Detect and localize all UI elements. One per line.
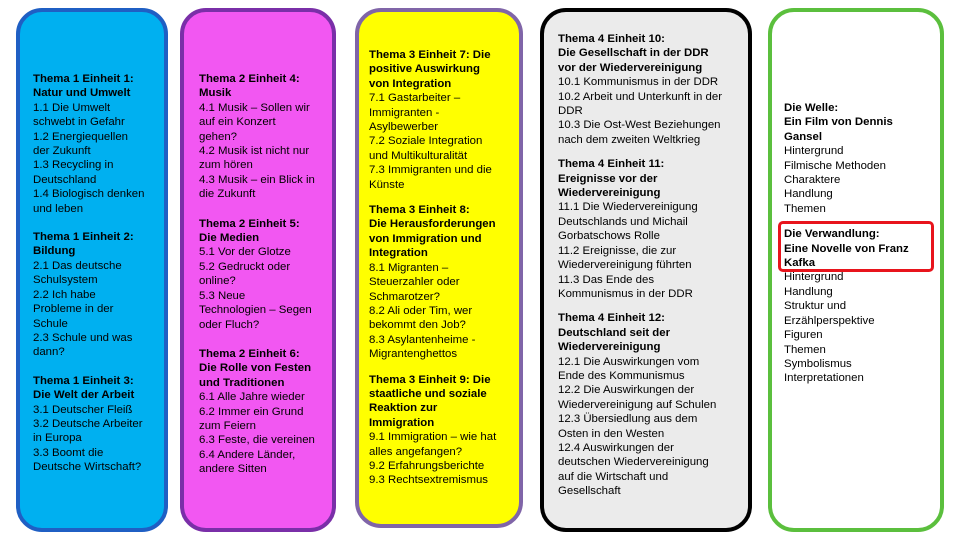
unit-items: [784, 144, 932, 216]
unit-item-line: 9.3 Rechtsextremismus: [369, 474, 489, 487]
unit-heading-line: Thema 2 Einheit 5:: [199, 217, 300, 230]
unit-block: [369, 373, 509, 488]
column-content: [199, 72, 329, 492]
unit-item-line: Deutsche Wirtschaft?: [33, 461, 142, 474]
unit-item-line: Wiedervereinigung führten: [558, 259, 692, 272]
unit-block: [558, 32, 740, 147]
unit-heading-line: Thema 2 Einheit 4:: [199, 73, 300, 85]
unit-item-line: 6.2 Immer ein Grund: [199, 405, 304, 418]
column-content: [369, 48, 509, 499]
unit-heading-line: vor der Wiedervereinigung: [558, 61, 703, 74]
unit-item-line: 7.3 Immigranten und die: [369, 164, 492, 177]
unit-item-line: zum hören: [199, 159, 253, 172]
unit-heading-line: Deutschland seit der: [558, 326, 671, 339]
unit-item-line: die Zukunft: [199, 188, 256, 201]
unit-items: [199, 101, 329, 202]
unit-item-line: Schmarotzer?: [369, 290, 440, 303]
unit-item-line: und Multikulturalität: [369, 149, 468, 162]
unit-block: [369, 48, 509, 192]
highlight-box: [778, 221, 934, 272]
unit-item-line: online?: [199, 275, 236, 288]
unit-item-line: Osten in den Westen: [558, 427, 665, 440]
unit-item-line: 7.2 Soziale Integration: [369, 135, 483, 148]
unit-item-line: Immigranten -: [369, 106, 440, 119]
unit-block: [33, 374, 157, 475]
unit-item-line: gehen?: [199, 130, 238, 143]
unit-item-line: Wiedervereinigung auf Schulen: [558, 398, 717, 411]
unit-heading-line: Wiedervereinigung: [558, 341, 661, 354]
unit-block: [784, 101, 932, 216]
unit-heading-line: Die Welt der Arbeit: [33, 389, 135, 402]
unit-item-line: 5.1 Vor der Glotze: [199, 246, 291, 259]
unit-items: [369, 261, 509, 362]
unit-heading-line: Integration: [369, 247, 428, 260]
unit-item-line: Probleme in der: [33, 303, 114, 316]
unit-heading-line: Bildung: [33, 245, 76, 258]
unit-heading-line: Die Rolle von Festen: [199, 362, 312, 375]
unit-heading-line: Die Medien: [199, 232, 260, 245]
unit-item-line: 10.3 Die Ost-West Beziehungen: [558, 119, 721, 132]
unit-item-line: 3.1 Deutscher Fleiß: [33, 403, 133, 416]
unit-item-line: 12.1 Die Auswirkungen vom: [558, 355, 700, 368]
unit-item-line: 1.1 Die Umwelt: [33, 101, 111, 114]
unit-item-line: 4.3 Musik – ein Blick in: [199, 173, 315, 186]
unit-item-line: Schule: [33, 317, 68, 330]
unit-heading-line: Thema 2 Einheit 6:: [199, 347, 300, 360]
unit-item-line: der Zukunft: [33, 145, 91, 158]
unit-item-line: Handlung: [784, 285, 833, 298]
unit-heading-line: Die Herausforderungen: [369, 218, 496, 231]
unit-heading-line: positive Auswirkung: [369, 63, 480, 76]
unit-heading-line: Thema 3 Einheit 7: Die: [369, 49, 491, 61]
unit-item-line: 8.1 Migranten –: [369, 261, 449, 274]
unit-heading-line: Thema 3 Einheit 8:: [369, 204, 470, 217]
unit-item-line: Gorbatschows Rolle: [558, 230, 660, 243]
unit-item-line: 2.1 Das deutsche: [33, 259, 122, 272]
unit-heading-line: von Integration: [369, 77, 452, 90]
unit-item-line: bekommt den Job?: [369, 319, 466, 332]
unit-block: [369, 203, 509, 361]
unit-item-line: 5.3 Neue: [199, 289, 246, 302]
unit-block: [33, 230, 157, 360]
unit-heading-line: und Traditionen: [199, 376, 285, 389]
unit-item-line: Figuren: [784, 329, 823, 342]
unit-item-line: Themen: [784, 343, 826, 356]
column-theme-3: [355, 8, 523, 528]
unit-items: [558, 355, 740, 499]
unit-item-line: 9.2 Erfahrungsberichte: [369, 459, 485, 472]
unit-item-line: Themen: [784, 202, 826, 215]
unit-item-line: Ende des Kommunismus: [558, 369, 685, 382]
unit-item-line: 11.1 Die Wiedervereinigung: [558, 201, 698, 214]
unit-item-line: Gesellschaft: [558, 485, 621, 498]
unit-items: [558, 75, 740, 147]
unit-heading-line: Reaktion zur: [369, 402, 438, 415]
unit-item-line: oder Fluch?: [199, 318, 260, 331]
unit-item-line: 3.2 Deutsche Arbeiter: [33, 417, 143, 430]
unit-item-line: Deutschland: [33, 173, 97, 186]
unit-item-line: Charaktere: [784, 174, 841, 187]
unit-block: [558, 157, 740, 301]
unit-item-line: 1.4 Biologisch denken: [33, 188, 145, 201]
unit-heading-line: Thema 4 Einheit 11:: [558, 158, 665, 171]
unit-item-line: Handlung: [784, 188, 833, 201]
unit-block: [33, 72, 157, 216]
unit-item-line: Hintergrund: [784, 145, 844, 158]
unit-item-line: 8.3 Asylantenheime -: [369, 333, 476, 346]
unit-item-line: Kommunismus in der DDR: [558, 287, 693, 300]
column-content: [33, 72, 157, 489]
unit-item-line: 5.2 Gedruckt oder: [199, 260, 291, 273]
unit-heading-line: Die Welle:: [784, 102, 839, 114]
unit-items: [558, 200, 740, 301]
unit-item-line: Hintergrund: [784, 271, 844, 284]
column-theme-1: [16, 8, 168, 532]
unit-heading-line: Ein Film von Dennis: [784, 116, 893, 129]
unit-heading-line: Gansel: [784, 130, 822, 143]
column-theme-4: [540, 8, 752, 532]
unit-block: [199, 347, 329, 477]
unit-item-line: Struktur und: [784, 300, 847, 313]
unit-item-line: schwebt in Gefahr: [33, 116, 125, 129]
unit-item-line: und leben: [33, 202, 84, 215]
unit-heading-line: Eine Novelle von Franz: [784, 242, 909, 255]
unit-items: [199, 245, 329, 331]
unit-item-line: 8.2 Ali oder Tim, wer: [369, 304, 473, 317]
unit-heading-line: Thema 1 Einheit 2:: [33, 231, 134, 244]
unit-item-line: 2.3 Schule und was: [33, 331, 133, 344]
unit-item-line: 12.3 Übersiedlung aus dem: [558, 413, 698, 426]
unit-heading-line: Thema 1 Einheit 3:: [33, 374, 134, 387]
unit-item-line: Steuerzahler oder: [369, 276, 460, 289]
unit-item-line: nach dem zweiten Weltkrieg: [558, 133, 701, 146]
unit-block: [199, 217, 329, 332]
unit-item-line: Asylbewerber: [369, 121, 439, 134]
unit-item-line: auf ein Konzert: [199, 116, 276, 129]
unit-items: [199, 390, 329, 476]
unit-item-line: Filmische Methoden: [784, 159, 886, 172]
unit-item-line: 3.3 Boomt die: [33, 446, 104, 459]
unit-heading-line: Natur und Umwelt: [33, 87, 131, 100]
unit-item-line: auf die Wirtschaft und: [558, 470, 669, 483]
unit-item-line: Deutschlands und Michail: [558, 215, 688, 228]
unit-item-line: 9.1 Immigration – wie hat: [369, 431, 497, 444]
unit-item-line: Interpretationen: [784, 372, 864, 385]
column-theme-2: [180, 8, 336, 532]
unit-item-line: Erzählperspektive: [784, 314, 875, 327]
unit-items: [33, 403, 157, 475]
unit-item-line: 1.3 Recycling in: [33, 159, 114, 172]
unit-heading-line: Kafka: [784, 257, 816, 270]
unit-item-line: 12.4 Auswirkungen der: [558, 441, 674, 454]
unit-heading-line: Thema 4 Einheit 10:: [558, 33, 665, 45]
unit-items: [369, 430, 509, 488]
unit-heading-line: von Immigration und: [369, 232, 482, 245]
unit-heading-line: staatliche und soziale: [369, 387, 487, 400]
unit-heading-line: Die Gesellschaft in der DDR: [558, 47, 709, 60]
unit-item-line: 10.1 Kommunismus in der DDR: [558, 76, 719, 89]
unit-item-line: DDR: [558, 105, 583, 118]
unit-block: [199, 72, 329, 202]
unit-heading-line: Die Verwandlung:: [784, 228, 880, 241]
unit-item-line: dann?: [33, 346, 65, 359]
unit-items: [369, 91, 509, 192]
unit-block: [558, 311, 740, 498]
unit-item-line: alles angefangen?: [369, 445, 463, 458]
unit-heading-line: Ereignisse vor der: [558, 172, 658, 185]
unit-items: [784, 270, 932, 385]
unit-item-line: in Europa: [33, 432, 82, 445]
unit-item-line: 7.1 Gastarbeiter –: [369, 92, 461, 105]
unit-item-line: 2.2 Ich habe: [33, 288, 96, 301]
unit-heading-line: Wiedervereinigung: [558, 187, 661, 200]
unit-item-line: deutschen Wiedervereinigung: [558, 456, 709, 469]
unit-item-line: 12.2 Die Auswirkungen der: [558, 384, 695, 397]
unit-heading-line: Immigration: [369, 416, 435, 429]
unit-heading-line: Musik: [199, 87, 232, 100]
unit-item-line: Migrantenghettos: [369, 348, 458, 361]
unit-item-line: 6.3 Feste, die vereinen: [199, 434, 315, 447]
unit-item-line: 11.3 Das Ende des: [558, 273, 655, 286]
unit-item-line: zum Feiern: [199, 419, 256, 432]
column-content: [558, 32, 740, 509]
unit-item-line: 1.2 Energiequellen: [33, 130, 128, 143]
unit-heading-line: Thema 4 Einheit 12:: [558, 312, 665, 325]
unit-items: [33, 259, 157, 360]
unit-items: [33, 101, 157, 216]
unit-item-line: Technologien – Segen: [199, 304, 312, 317]
unit-item-line: andere Sitten: [199, 463, 267, 476]
unit-item-line: 4.2 Musik ist nicht nur: [199, 145, 310, 158]
unit-item-line: Künste: [369, 178, 405, 191]
unit-item-line: 6.4 Andere Länder,: [199, 448, 296, 461]
unit-item-line: Schulsystem: [33, 274, 98, 287]
unit-heading-line: Thema 3 Einheit 9: Die: [369, 373, 491, 386]
unit-heading-line: Thema 1 Einheit 1:: [33, 73, 134, 85]
unit-item-line: 6.1 Alle Jahre wieder: [199, 391, 305, 404]
unit-item-line: Symbolismus: [784, 357, 852, 370]
unit-item-line: 11.2 Ereignisse, die zur: [558, 244, 677, 257]
unit-item-line: 10.2 Arbeit und Unterkunft in der: [558, 90, 723, 103]
unit-item-line: 4.1 Musik – Sollen wir: [199, 101, 310, 114]
